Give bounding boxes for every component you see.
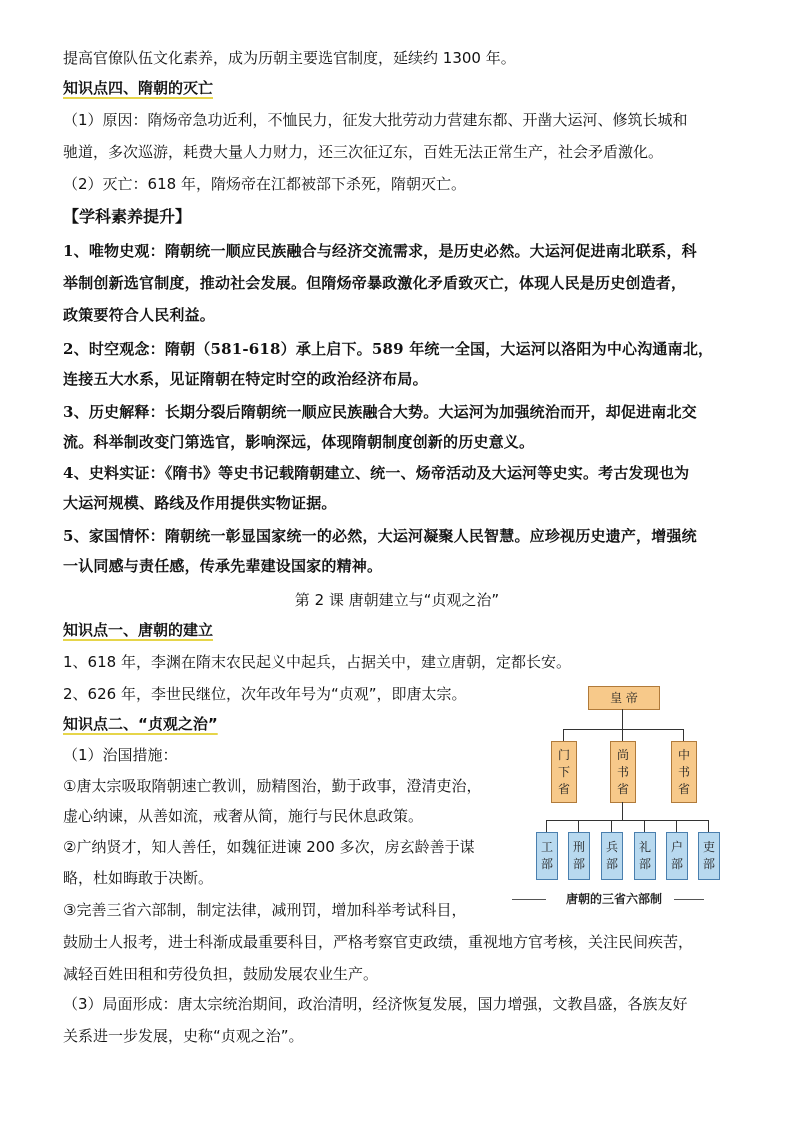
three-departments-six-ministries-diagram [510, 683, 740, 908]
section-heading: 知识点二、“贞观之治” [63, 715, 218, 733]
section-heading: 知识点四、隋朝的灭亡 [63, 79, 214, 97]
province-label: 尚书省 [616, 747, 629, 796]
ministry-label: 刑部 [572, 840, 585, 871]
caption-rule [674, 899, 704, 900]
text-line: （2）灭亡：618 年，隋炀帝在江都被部下杀死，隋朝灭亡。 [63, 175, 466, 193]
connector-line [611, 820, 612, 832]
ministry-label: 工部 [540, 840, 553, 871]
section-heading: 知识点一、唐朝的建立 [63, 621, 214, 639]
ministry-box [568, 832, 590, 880]
emperor-box: 皇 帝 [588, 686, 660, 710]
connector-line [622, 802, 623, 820]
ministry-label: 吏部 [702, 840, 715, 871]
ministry-box [698, 832, 720, 880]
text-line: 连接五大水系，见证隋朝在特定时空的政治经济布局。 [63, 370, 428, 388]
text-line: 一认同感与责任感，传承先辈建设国家的精神。 [63, 557, 383, 575]
text-line: ③完善三省六部制，制定法律，减刑罚，增加科举考试科目， [63, 901, 467, 919]
ministry-box [601, 832, 623, 880]
province-label: 中书省 [677, 747, 690, 796]
ministry-label: 礼部 [638, 840, 651, 871]
ministry-box [536, 832, 558, 880]
text-line: （1）原因：隋炀帝急功近利，不恤民力，征发大批劳动力营建东都、开凿大运河、修筑长城和 [63, 111, 688, 129]
ministry-box [666, 832, 688, 880]
connector-line [676, 820, 677, 832]
text-line: 提高官僚队伍文化素养，成为历朝主要选官制度，延续约 1300 年。 [63, 49, 516, 67]
province-box-menxia [551, 741, 577, 803]
connector-line [644, 820, 645, 832]
text-line: 鼓励士人报考，进士科渐成最重要科目，严格考察官吏政绩，重视地方官考核，关注民间疾苦， [63, 933, 694, 951]
text-line: 3、历史解释：长期分裂后隋朝统一顺应民族融合大势。大运河为加强统治而开，却促进南北交 [63, 403, 697, 421]
connector-line [683, 729, 684, 741]
caption-rule [512, 899, 546, 900]
ministry-box [634, 832, 656, 880]
text-line: 大运河规模、路线及作用提供实物证据。 [63, 494, 337, 512]
text-line: 4、史料实证：《隋书》等史书记载隋朝建立、统一、炀帝活动及大运河等史实。考古发现也为 [63, 464, 690, 482]
connector-line [563, 729, 564, 741]
text-line: 减轻百姓田租和劳役负担，鼓励发展农业生产。 [63, 965, 379, 983]
text-line: 驰道，多次巡游，耗费大量人力财力，还三次征辽东，百姓无法正常生产，社会矛盾激化。 [63, 143, 664, 161]
text-line: （3）局面形成：唐太宗统治期间，政治清明，经济恢复发展，国力增强，文教昌盛，各族友好 [63, 995, 688, 1013]
text-line: （1）治国措施： [63, 746, 178, 764]
text-line: 流。科举制改变门第选官，影响深远，体现隋朝制度创新的历史意义。 [63, 433, 535, 451]
ministry-label: 兵部 [605, 840, 618, 871]
text-line: 关系进一步发展，史称“贞观之治”。 [63, 1027, 304, 1045]
lesson-title: 第 2 课 唐朝建立与“贞观之治” [294, 591, 500, 609]
text-line: 2、时空观念：隋朝（581-618）承上启下。589 年统一全国，大运河以洛阳为中心沟通南北， [63, 340, 714, 358]
text-line: 虚心纳谏，从善如流，戒奢从简，施行与民休息政策。 [63, 807, 424, 825]
province-box-zhongshu [671, 741, 697, 803]
province-box-shangshu [610, 741, 636, 803]
section-heading: 【学科素养提升】 [63, 207, 192, 226]
text-line: 1、唯物史观：隋朝统一顺应民族融合与经济交流需求，是历史必然。大运河促进南北联系，科 [63, 242, 697, 260]
text-line: 5、家国情怀：隋朝统一彰显国家统一的必然，大运河凝聚人民智慧。应珍视历史遗产，增强统 [63, 527, 697, 545]
connector-line [546, 820, 708, 821]
connector-line [578, 820, 579, 832]
ministry-label: 户部 [670, 840, 683, 871]
text-line: 举制创新选官制度，推动社会发展。但隋炀帝暴政激化矛盾致灭亡，体现人民是历史创造者， [63, 274, 687, 292]
connector-line [546, 820, 547, 832]
text-line: 2、626 年，李世民继位，次年改年号为“贞观”，即唐太宗。 [63, 685, 467, 703]
text-line: 1、618 年，李渊在隋末农民起义中起兵，占据关中，建立唐朝，定都长安。 [63, 653, 571, 671]
text-line: ②广纳贤才，知人善任，如魏征进谏 200 多次，房玄龄善于谋 [63, 838, 475, 856]
text-line: 略，杜如晦敢于决断。 [63, 869, 214, 887]
province-label: 门下省 [557, 747, 570, 796]
connector-line [563, 729, 683, 730]
text-line: ①唐太宗吸取隋朝速亡教训，励精图治，勤于政事，澄清吏治， [63, 777, 482, 795]
diagram-caption: 唐朝的三省六部制 [566, 892, 663, 906]
connector-line [622, 709, 623, 729]
text-line: 政策要符合人民利益。 [63, 306, 216, 324]
connector-line [708, 820, 709, 832]
connector-line [622, 729, 623, 741]
